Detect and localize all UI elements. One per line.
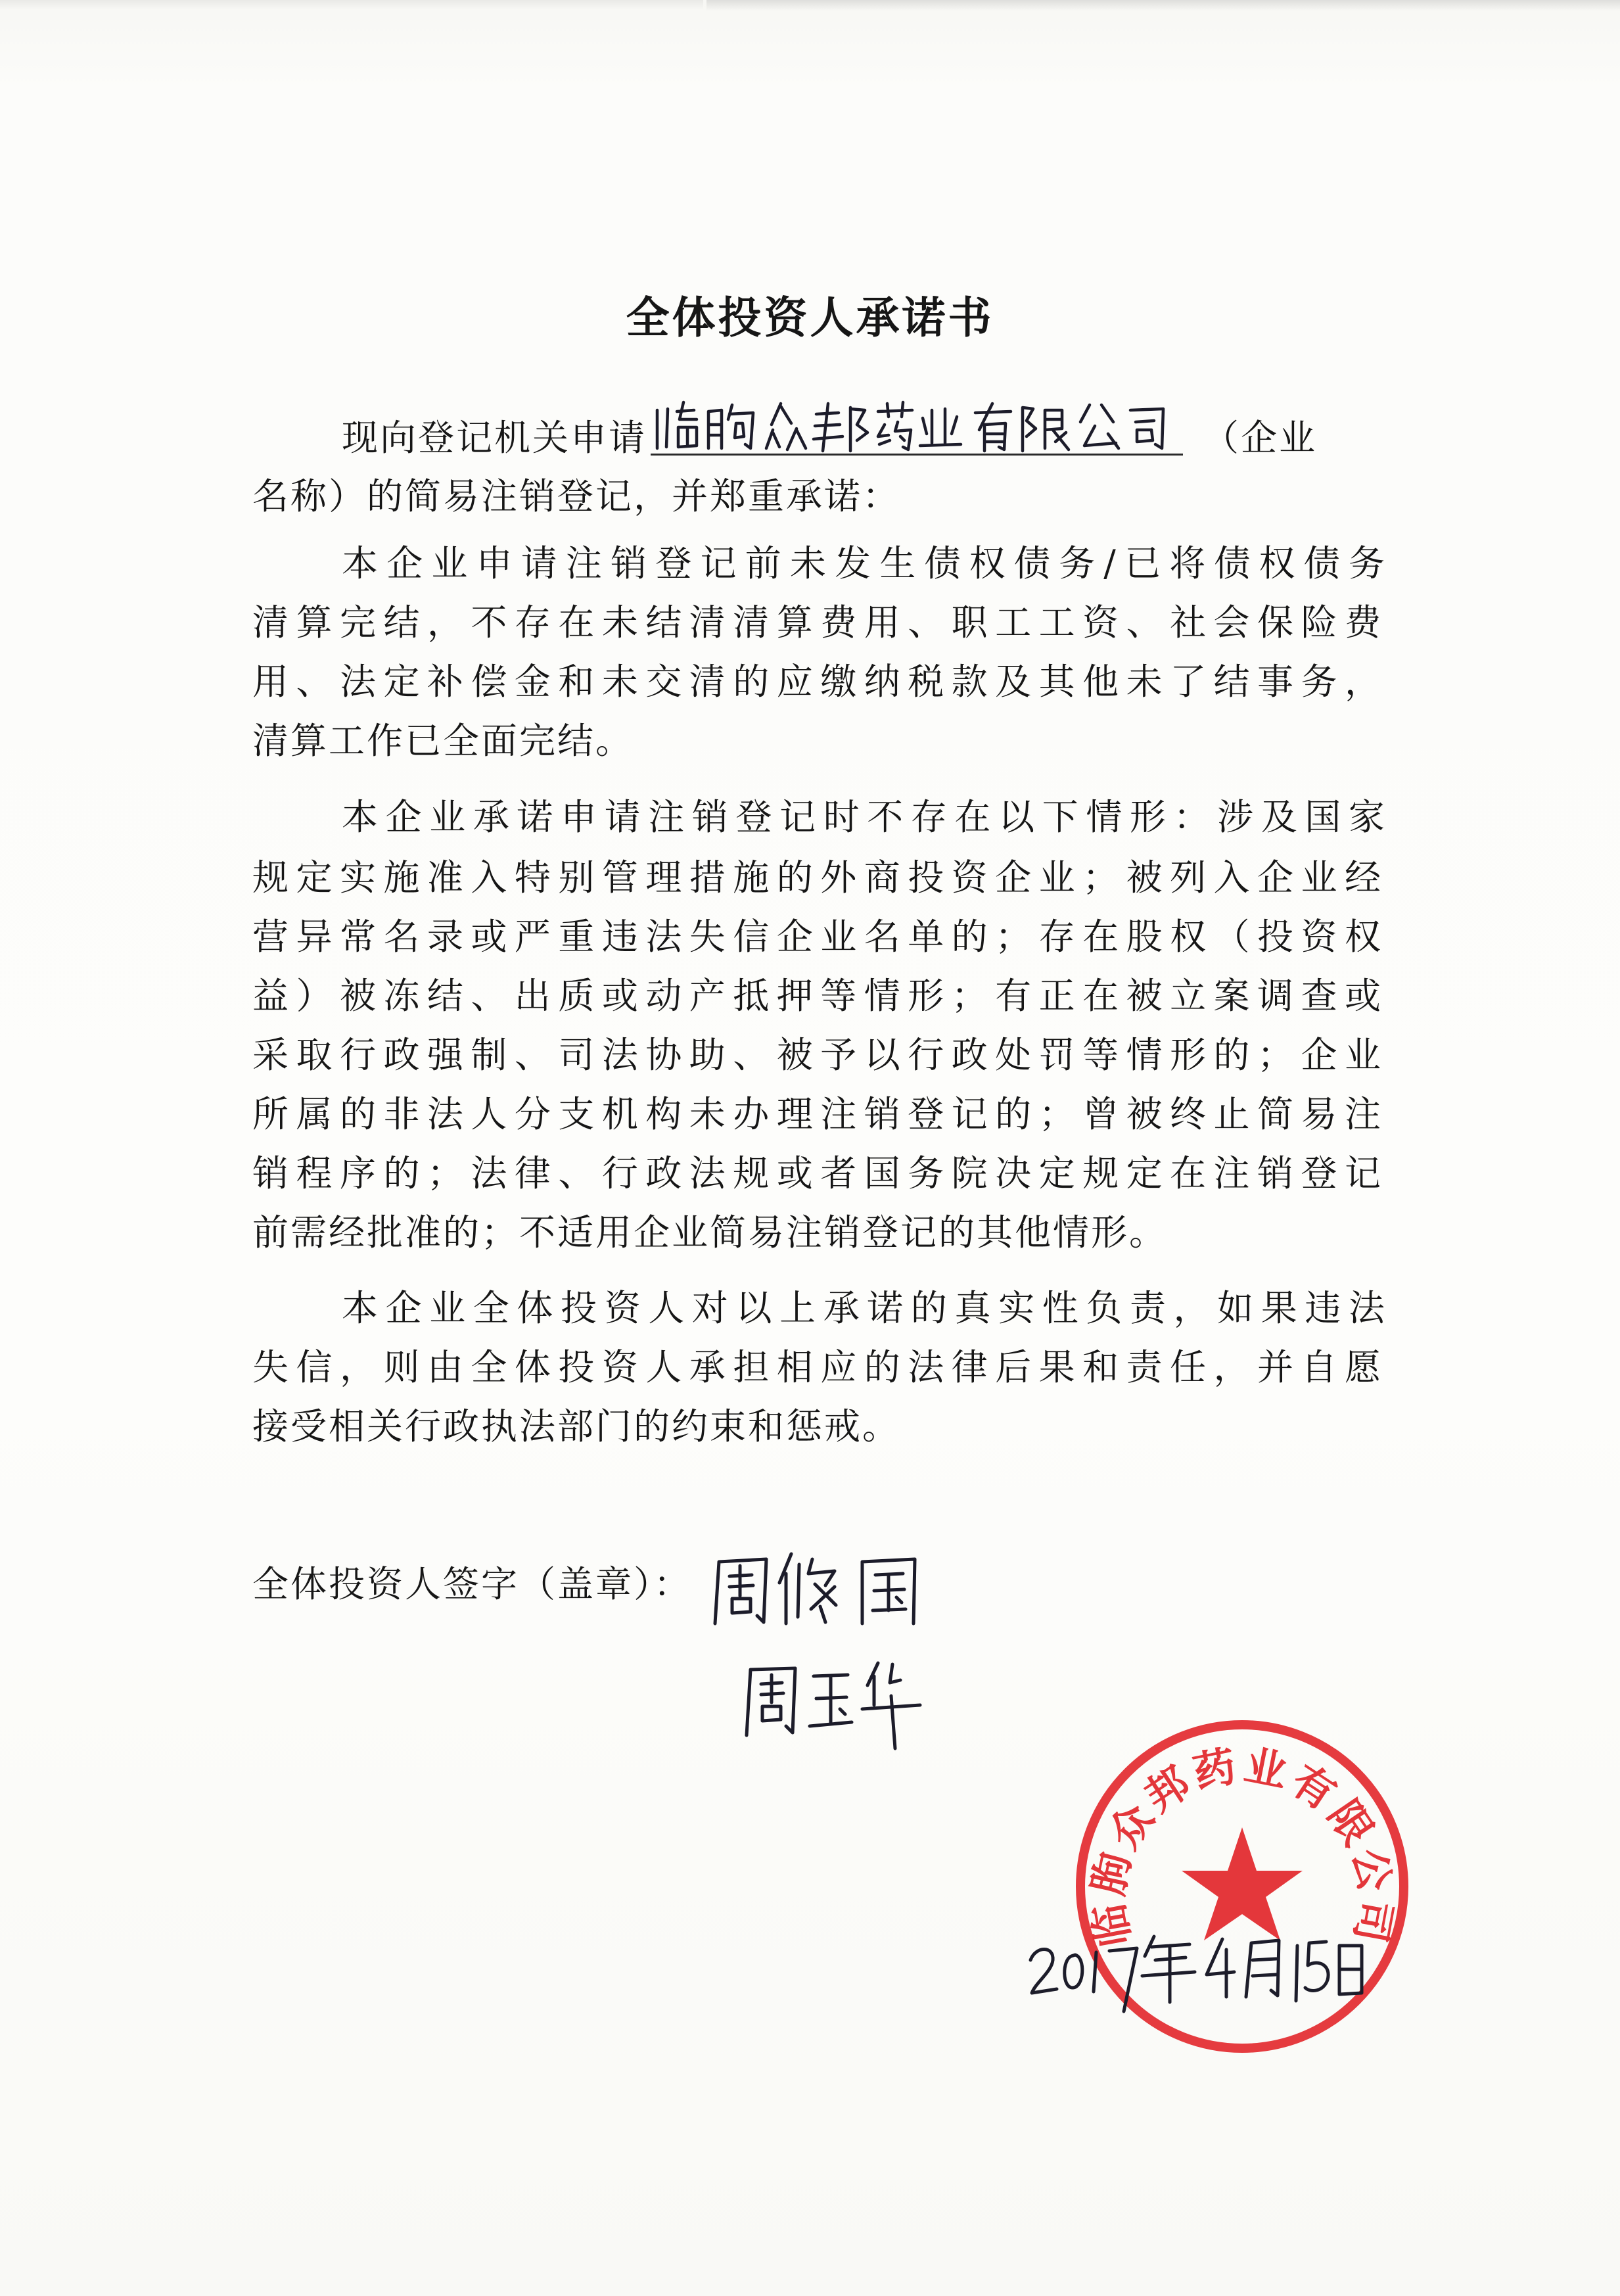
paragraph-1-line: 用、法定补偿金和未交清的应缴纳税款及其他未了结事务，	[252, 661, 1383, 703]
paragraph-2-line: 本企业承诺申请注销登记时不存在以下情形：涉及国家	[342, 796, 1387, 838]
paragraph-3-line: 本企业全体投资人对以上承诺的真实性负责，如果违法	[342, 1287, 1387, 1329]
paragraph-2-line: 采取行政强制、司法协助、被予以行政处罚等情形的；企业	[252, 1034, 1383, 1076]
paragraph-2-line: 前需经批准的；不适用企业简易注销登记的其他情形。	[252, 1211, 1168, 1253]
intro-line	[342, 408, 1387, 467]
signature-2	[743, 1656, 940, 1755]
scan-edge-shadow	[0, 0, 703, 9]
signature-label: 全体投资人签字（盖章）：	[252, 1563, 692, 1605]
intro-prefix: 现向登记机关申请	[342, 417, 647, 459]
svg-text:临朐众邦药业有限公司: 临朐众邦药业有限公司	[1084, 1741, 1400, 1950]
document-title: 全体投资人承诺书	[626, 292, 994, 343]
intro-suffix: （企业	[1203, 417, 1318, 459]
paragraph-2-line: 销程序的；法律、行政法规或者国务院决定规定在注销登记	[252, 1152, 1383, 1194]
paragraph-2-line: 所属的非法人分支机构未办理注销登记的；曾被终止简易注	[252, 1093, 1383, 1135]
paragraph-2-line: 营异常名录或严重违法失信企业名单的；存在股权（投资权	[252, 916, 1383, 958]
paragraph-2-line: 规定实施准入特别管理措施的外商投资企业；被列入企业经	[252, 856, 1383, 899]
paragraph-3-line: 失信，则由全体投资人承担相应的法律后果和责任，并自愿	[252, 1346, 1383, 1388]
company-name-field	[651, 408, 1183, 456]
intro-line-2: 名称）的简易注销登记，并郑重承诺：	[252, 475, 901, 517]
paragraph-1-line: 清算工作已全面完结。	[252, 720, 634, 762]
paragraph-2-line: 益）被冻结、出质或动产抵押等情形；有正在被立案调查或	[252, 975, 1383, 1017]
company-name-handwriting	[651, 396, 1183, 455]
scan-edge-shadow	[706, 0, 1620, 11]
paragraph-3-line: 接受相关行政执法部门的约束和惩戒。	[252, 1405, 901, 1447]
paragraph-1-line: 清算完结，不存在未结清清算费用、职工工资、社会保险费	[252, 601, 1383, 644]
paragraph-1-line: 本企业申请注销登记前未发生债权债务/已将债权债务	[342, 542, 1387, 584]
date-handwriting	[1025, 1919, 1367, 2018]
signature-1	[710, 1545, 960, 1637]
